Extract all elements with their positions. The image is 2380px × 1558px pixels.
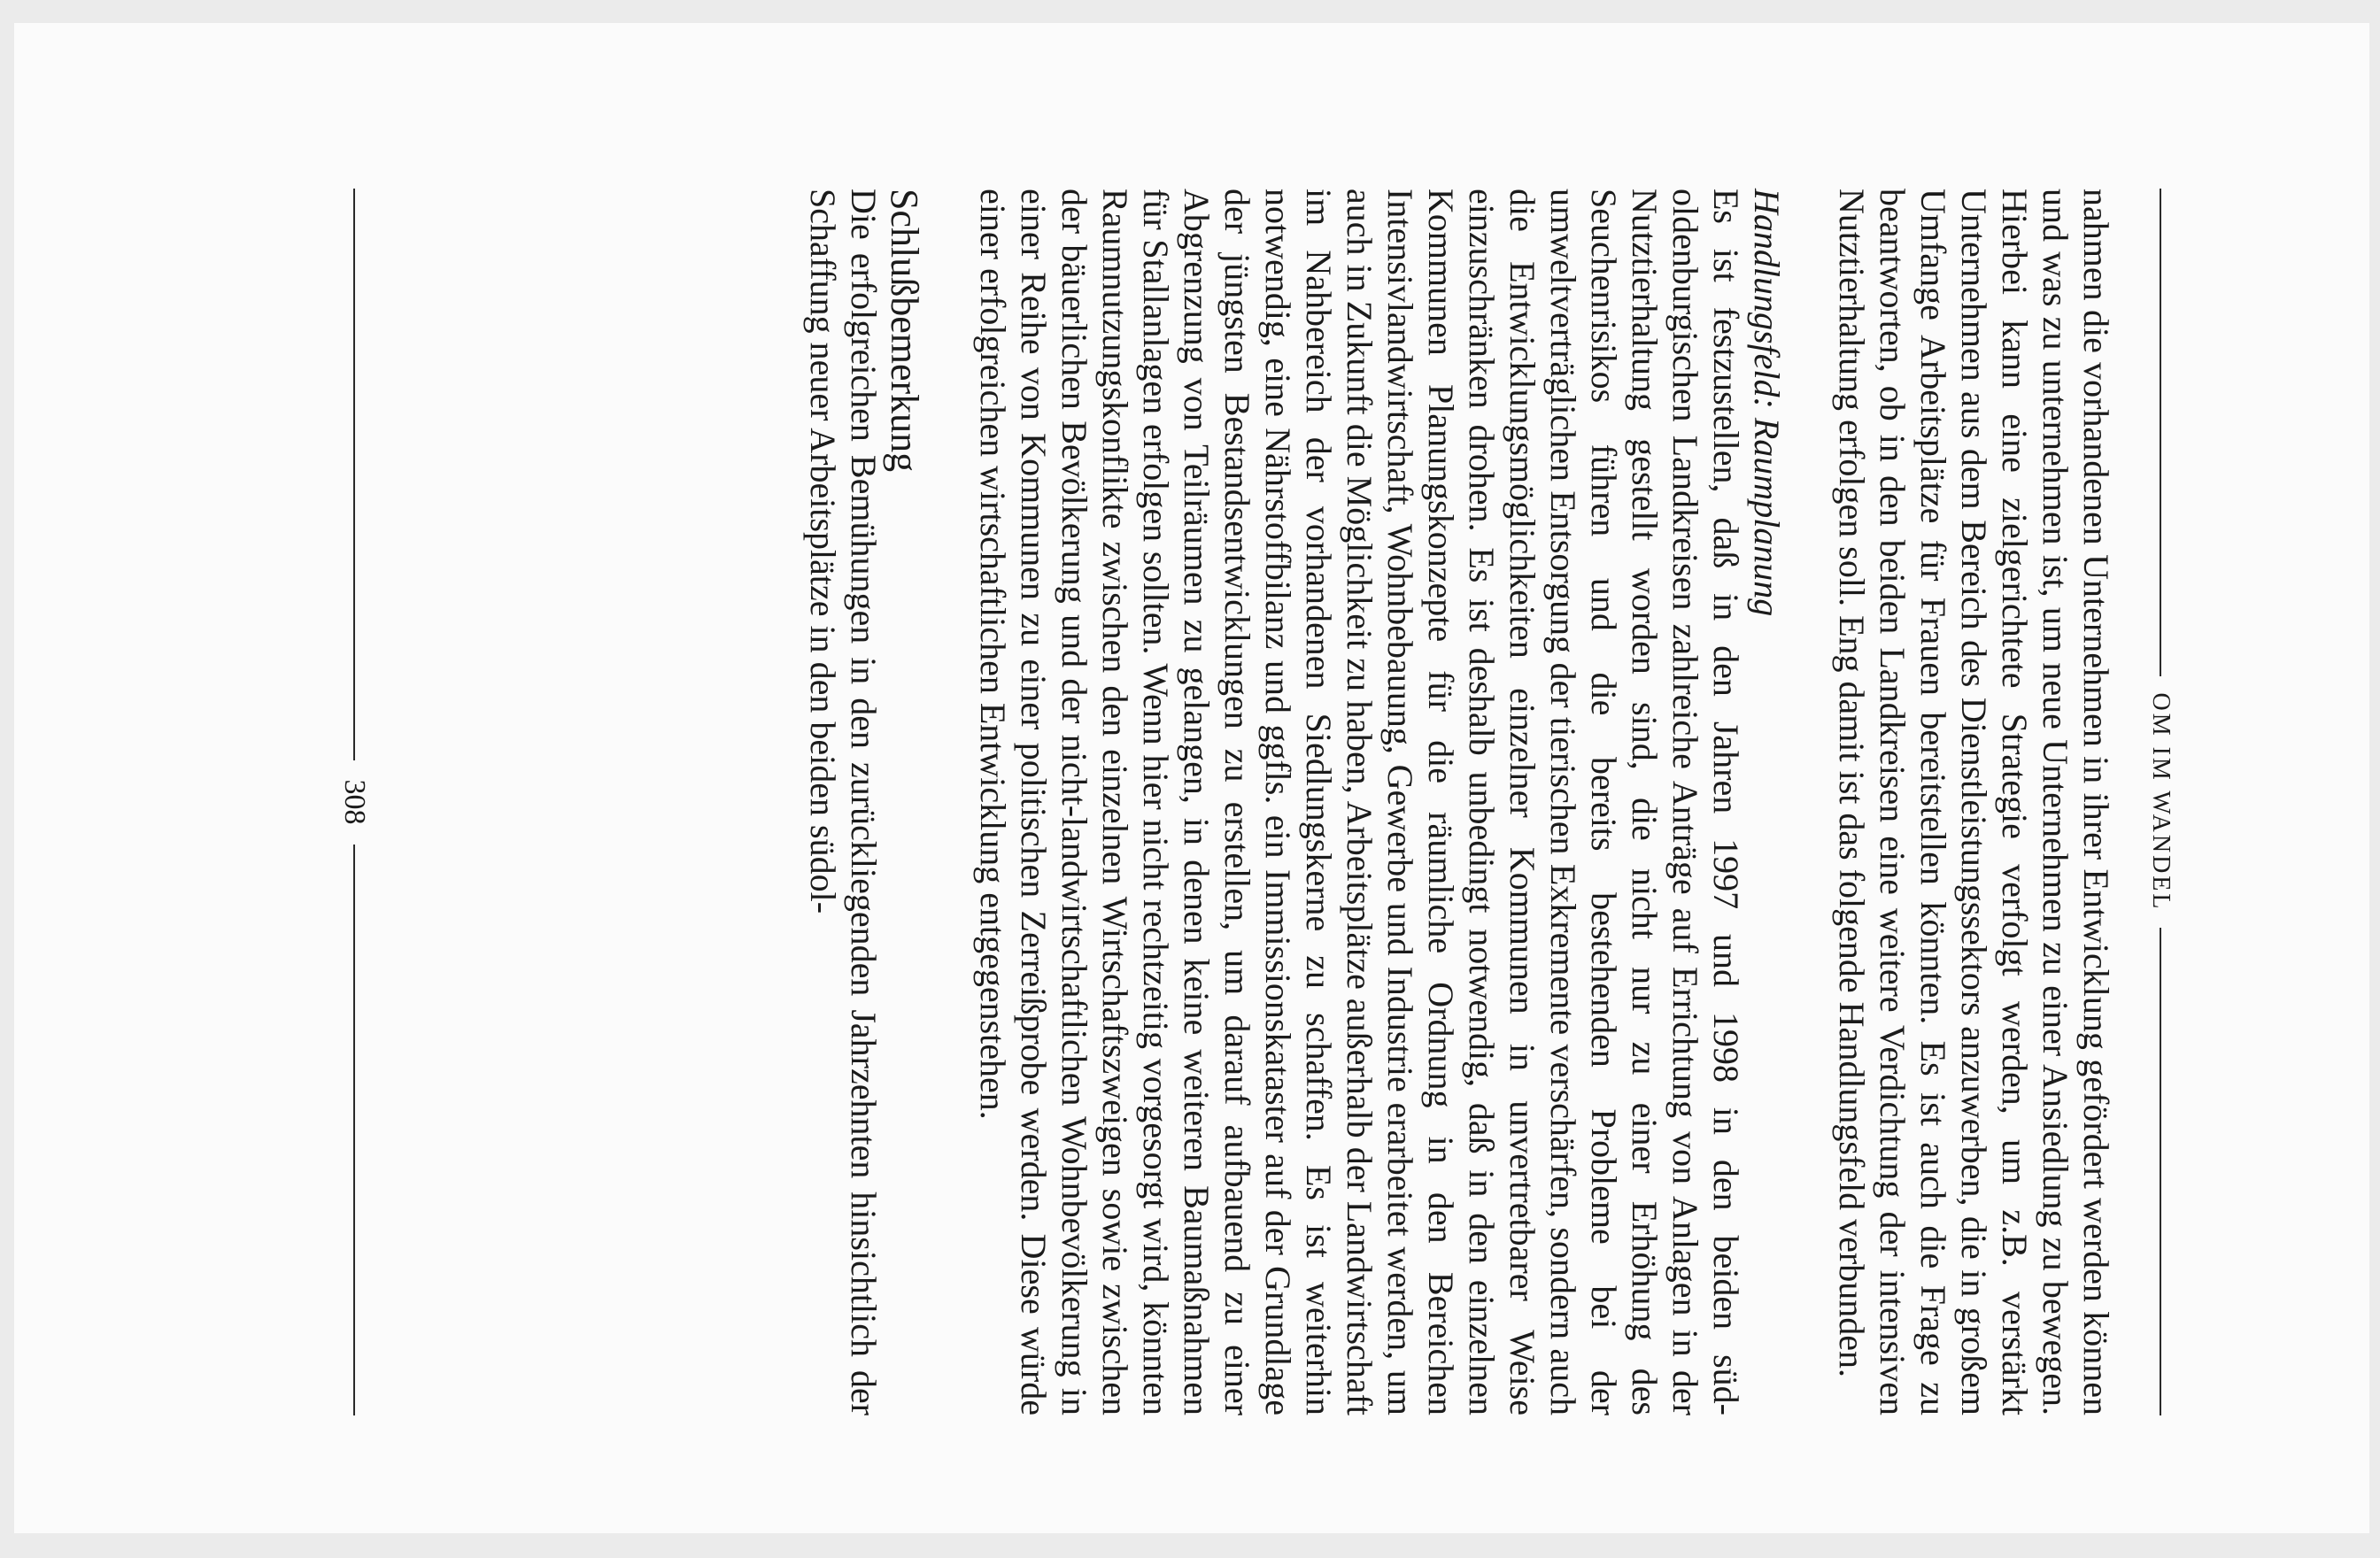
rotated-page-content bbox=[89, 127, 2320, 1477]
header-rule-right bbox=[2160, 928, 2161, 1415]
running-header bbox=[2143, 189, 2178, 1415]
page-footer bbox=[336, 189, 372, 1415]
schlussbemerkung-paragraph: Die erfolgreichen Bemühungen in den zurückliegenden Jahrzehnten hinsichtlich der Schaffung neuer Arbeitsplätze in den beiden südol- bbox=[803, 189, 884, 1415]
section-heading-schlussbemerkung: Schlußbemerkung bbox=[883, 189, 926, 473]
header-rule-left bbox=[2160, 189, 2161, 676]
scanned-page bbox=[14, 23, 2369, 1533]
page-number: 308 bbox=[338, 779, 371, 825]
footer-rule-left bbox=[353, 189, 355, 760]
page-body bbox=[802, 189, 2116, 1415]
running-title: OM IM WANDEL bbox=[2147, 692, 2175, 912]
intro-paragraph: nahmen die vorhandenen Unternehmen in ihrer Entwicklung gefördert werden können und was zu unternehmen ist, um neue Unternehmen zu einer Ansiedlung zu bewegen. Hierbei kann eine zielgerichtete Strategie verfolgt werden, um z.B. verstärkt Unternehmen aus dem Bereich des Dienstleistungssektors anzuwerben, die in großem Umfange Arbeitsplätze für Frauen bereitstellen könnten. Es ist auch die Frage zu beantworten, ob in den beiden Landkreisen eine weitere Verdichtung der intensiven Nutztierhaltung erfolgen soll. Eng damit ist das folgende Handlungsfeld verbunden. bbox=[1832, 189, 2116, 1415]
raumplanung-paragraph: Es ist festzustellen, daß in den Jahren 1997 und 1998 in den beiden südoldenburgischen Landkreisen zahlreiche Anträge auf Errichtung von Anlagen in der Nutztierhaltung gestellt worden sind, die nicht nur zu einer Erhöhung des Seuchenrisikos führen und die bereits bestehenden Probleme bei der umweltverträglichen Entsorgung der tierischen Exkremente verschärfen, sondern auch die Entwicklungsmöglichkeiten einzelner Kommunen in unvertretbarer Weise einzuschränken drohen. Es ist deshalb unbedingt notwendig, daß in den einzelnen Kommunen Planungskonzepte für die räumliche Ordnung in den Bereichen Intensivlandwirtschaft, Wohnbebauung, Gewerbe und Industrie erarbeitet werden, um auch in Zukunft die Möglichkeit zu haben, Arbeitsplätze außerhalb der Landwirtschaft im Nahbereich der vorhandenen Siedlungskerne zu schaffen. Es ist weiterhin notwendig, eine Nährstoffbilanz und ggfls. ein Immissionskataster auf der Grundlage der jüngsten Bestandsentwicklungen zu erstellen, um darauf aufbauend zu einer Abgrenzung von Teilräumen zu gelangen, in denen keine weiteren Baumaßnahmen für Stallanlagen erfolgen sollten. Wenn hier nicht rechtzeitig vorgesorgt wird, könnten Raumnutzungskonflikte zwischen den einzelnen Wirtschaftszweigen sowie zwischen der bäuerlichen Bevölkerung und der nicht-landwirtschaftlichen Wohnbevölkerung in einer Reihe von Kommunen zu einer politischen Zerreißprobe werden. Diese würde einer erfolgreichen wirtschaftlichen Entwicklung entgegenstehen. bbox=[973, 189, 1746, 1415]
section-heading-raumplanung: Handlungsfeld: Raumplanung bbox=[1747, 189, 1787, 617]
footer-rule-right bbox=[353, 845, 355, 1416]
